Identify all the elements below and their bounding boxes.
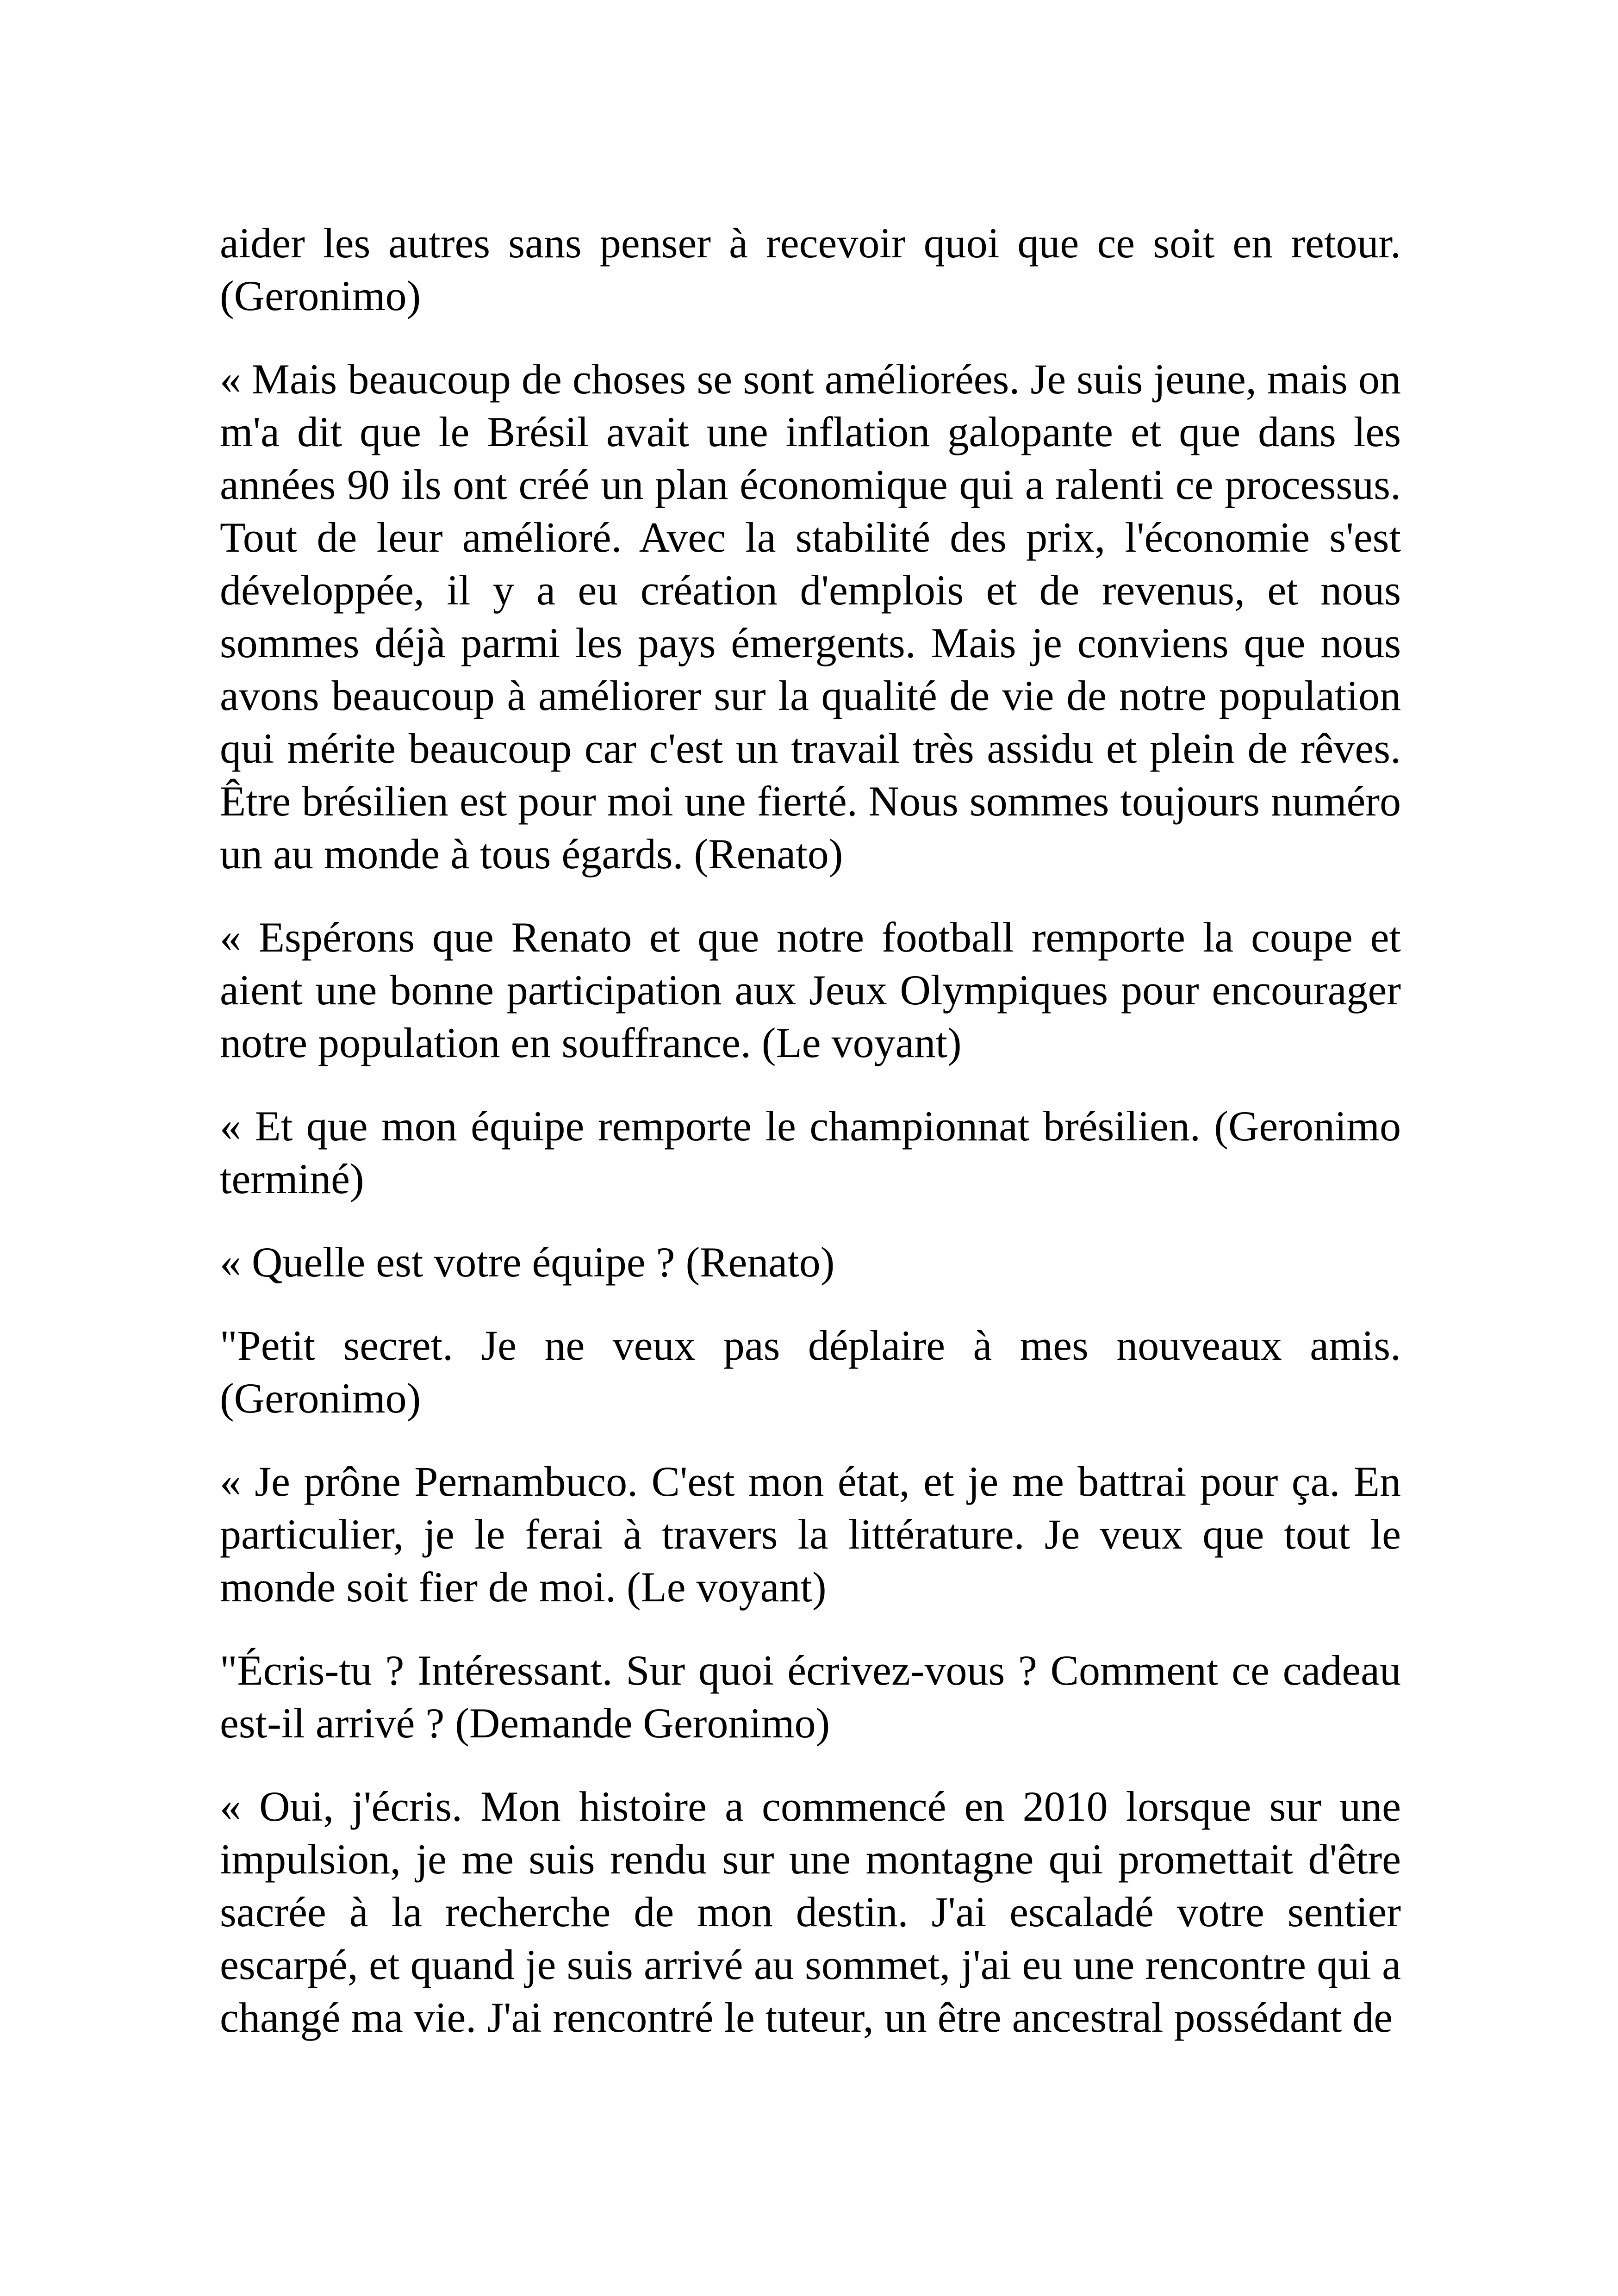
paragraph-7: « Je prône Pernambuco. C'est mon état, et je me battrai pour ça. En particulier, je le ferai à travers la littérature. Je veux que tout le monde soit fier de moi. (Le voyant) <box>220 1458 1401 1611</box>
paragraph-4: « Et que mon équipe remporte le championnat brésilien. (Geronimo terminé) <box>220 1102 1401 1202</box>
paragraph-8: "Écris-tu ? Intéressant. Sur quoi écrivez-vous ? Comment ce cadeau est-il arrivé ? (Demande Geronimo) <box>220 1647 1401 1747</box>
paragraph-2: « Mais beaucoup de choses se sont améliorées. Je suis jeune, mais on m'a dit que le Brésil avait une inflation galopante et que dans les années 90 ils ont créé un plan économique qui a ralenti ce processus. Tout de leur amélioré. Avec la stabilité des prix, l'économie s'est développée, il y a eu création d'emplois et de revenus, et nous sommes déjà parmi les pays émergents. Mais je conviens que nous avons beaucoup à améliorer sur la qualité de vie de notre population qui mérite beaucoup car c'est un travail très assidu et plein de rêves. Être brésilien est pour moi une fierté. Nous sommes toujours numéro un au monde à tous égards. (Renato) <box>220 355 1401 877</box>
paragraph-3: « Espérons que Renato et que notre football remporte la coupe et aient une bonne participation aux Jeux Olympiques pour encourager notre population en souffrance. (Le voyant) <box>220 914 1401 1066</box>
page-body-text <box>220 217 1401 2044</box>
paragraph-5: « Quelle est votre équipe ? (Renato) <box>220 1238 835 1286</box>
paragraph-1: aider les autres sans penser à recevoir quoi que ce soit en retour. (Geronimo) <box>220 219 1401 319</box>
paragraph-6: "Petit secret. Je ne veux pas déplaire à mes nouveaux amis. (Geronimo) <box>220 1322 1401 1422</box>
paragraph-9: « Oui, j'écris. Mon histoire a commencé en 2010 lorsque sur une impulsion, je me suis rendu sur une montagne qui promettait d'être sacrée à la recherche de mon destin. J'ai escaladé votre sentier escarpé, et quand je suis arrivé au sommet, j'ai eu une rencontre qui a changé ma vie. J'ai rencontré le tuteur, un être ancestral possédant de <box>220 1783 1401 2041</box>
